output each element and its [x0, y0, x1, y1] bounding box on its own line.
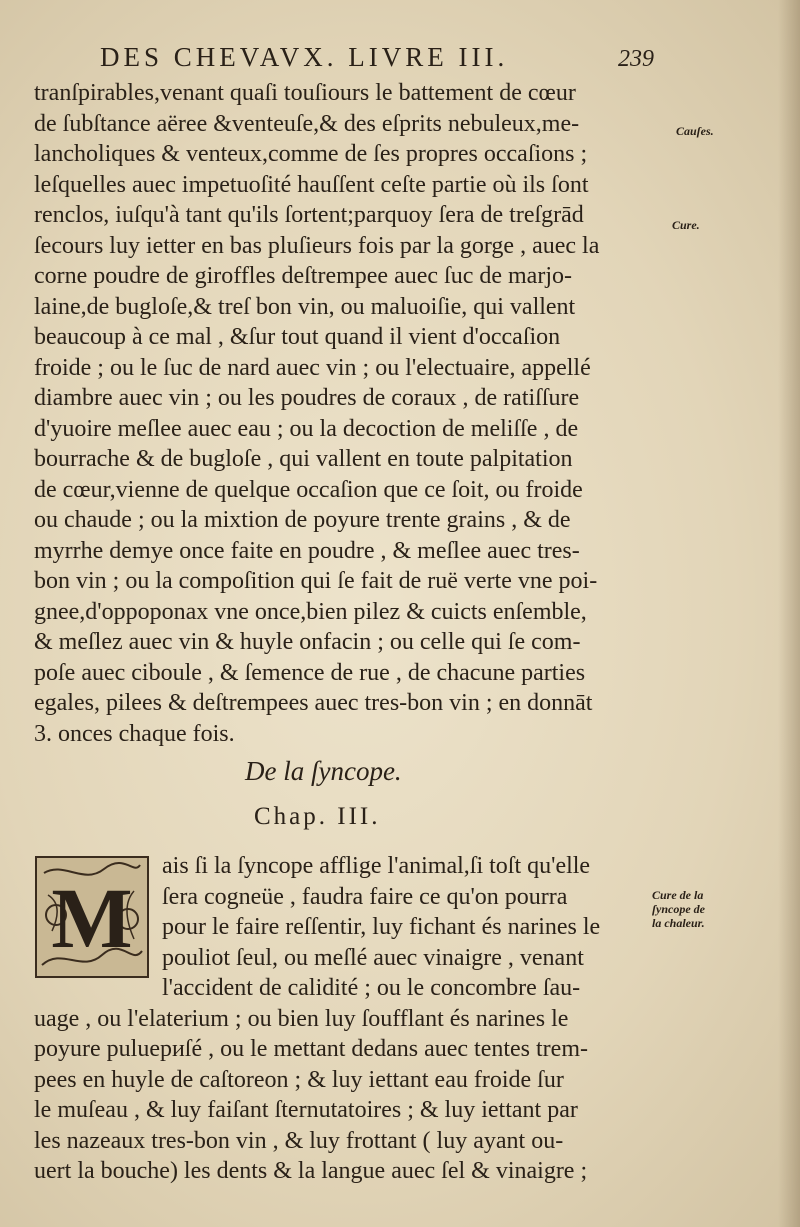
text-line: corne poudre de giroffles deſtrempee auec ſuc de marjo-: [34, 263, 572, 289]
initial-letter: M: [51, 870, 133, 966]
text-line: laine,de bugloſe,& treſ bon vin, ou maluoiſie, qui vallent: [34, 293, 576, 320]
text-line: le muſeau , & luy faiſant ſternutatoires ; & luy iettant par: [34, 1097, 578, 1123]
page-edge-shadow: [778, 0, 800, 1227]
text-line: pour le faire reſſentir, luy fichant és narines le: [162, 914, 601, 940]
margin-note-line: ſyncope de: [652, 902, 705, 916]
text-line: pouliot ſeul, ou meſlé auec vinaigre , venant: [162, 944, 584, 971]
text-line: lancholiques & venteux,comme de ſes propres occaſions ;: [34, 141, 588, 167]
text-line: beaucoup à ce mal , &ſur tout quand il vient d'occaſion: [34, 324, 561, 350]
running-head: DES CHEVAVX. LIVRE III.: [100, 42, 509, 72]
section-title: De la ſyncope.: [245, 756, 402, 786]
text-line: pees en huyle de caſtoreon ; & luy iettant eau froide ſur: [34, 1066, 564, 1093]
text-line: 3. onces chaque fois.: [34, 720, 235, 747]
margin-note-cure: Cure.: [672, 218, 700, 232]
text-line: d'yuoire meſlee auec eau ; ou la decoction de meliſſe , de: [34, 415, 579, 442]
passage-syncope: [34, 851, 650, 1187]
text-line: ou chaude ; ou la mixtion de poyure trente grains , & de: [34, 507, 571, 533]
margin-note-line: Cure de la: [652, 888, 704, 902]
margin-note-cure-syncope: [652, 888, 705, 930]
text-line: froide ; ou le ſuc de nard auec vin ; ou l'electuaire, appellé: [34, 354, 591, 381]
text-line: diambre auec vin ; ou les poudres de coraux , de ratiſſure: [34, 385, 580, 411]
margin-note-causes: Cauſes.: [676, 124, 714, 138]
text-line: gnee,d'oppoponax vne once,bien pilez & cuicts enſemble,: [34, 598, 587, 625]
passage-palpitation: [34, 78, 650, 749]
margin-note-line: la chaleur.: [652, 916, 705, 930]
text-line: egales, pilees & deſtrempees auec tres-bon vin ; en donnāt: [34, 690, 593, 716]
text-line: ſera cogneüe , faudra faire ce qu'on pourra: [162, 883, 568, 910]
chapter-title: Chap. III.: [254, 803, 381, 830]
page-header: [100, 42, 660, 82]
text-line: uage , ou l'elaterium ; ou bien luy ſoufflant és narines le: [34, 1005, 569, 1032]
text-line: de ſubſtance aëree &venteuſe,& des eſprits nebuleux,me-: [34, 110, 580, 137]
text-line: poſe auec ciboule , & ſemence de rue , de chacune parties: [34, 659, 586, 686]
text-line: l'accident de calidité ; ou le concombre ſau-: [162, 975, 581, 1001]
text-line: ais ſi la ſyncope afflige l'animal,ſi toſt qu'elle: [162, 853, 591, 879]
text-line: leſquelles auec impetuoſité hauſſent ceſte partie où ils ſont: [34, 171, 589, 198]
text-line: de cœur,vienne de quelque occaſion que ce ſoit, ou froide: [34, 476, 583, 503]
text-line: uert la bouche) les dents & la langue auec ſel & vinaigre ;: [34, 1158, 588, 1184]
text-line: renclos, iuſqu'à tant qu'ils ſortent;parquoy ſera de treſgrād: [34, 202, 584, 228]
text-line: & meſlez auec vin & huyle onfacin ; ou celle qui ſe com-: [34, 629, 581, 655]
text-line: poyure puluериſé , ou le mettant dedans auec tentes trem-: [34, 1036, 588, 1062]
text-line: ſecours luy ietter en bas pluſieurs fois par la gorge , auec la: [34, 232, 600, 259]
page-number: 239: [618, 46, 654, 72]
text-line: les nazeaux tres-bon vin , & luy frottant ( luy ayant ou-: [34, 1127, 564, 1154]
text-line: myrrhe demye once faite en poudre , & meſlee auec tres-: [34, 537, 580, 564]
text-line: tranſpirables,venant quaſi touſiours le battement de cœur: [34, 80, 576, 106]
text-line: bourrache & de bugloſe , qui vallent en toute palpitation: [34, 446, 573, 472]
text-line: bon vin ; ou la compoſition qui ſe fait de ruë verte vne poi-: [34, 568, 598, 594]
